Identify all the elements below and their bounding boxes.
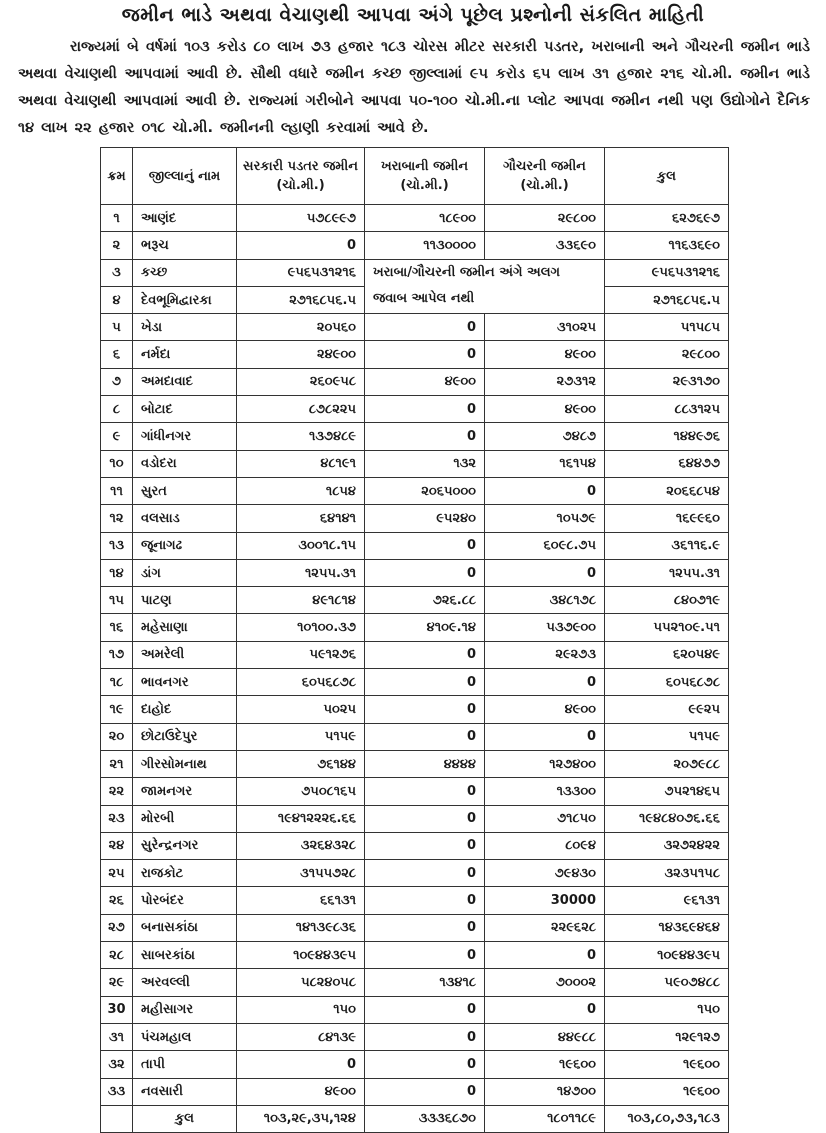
cell-district: કચ્છ [133, 259, 237, 286]
cell-kharaba-land: 0 [365, 641, 485, 668]
page-title: જમીન ભાડે અથવા વેચાણથી આપવા અંગે પૂછેલ પ્રશ્નોની સંકલિત માહિતી [121, 4, 705, 26]
table-row [101, 505, 729, 532]
table-row [101, 1078, 729, 1105]
cell-sr: ૧૩ [101, 532, 133, 559]
table-row [101, 314, 729, 341]
cell-govt-land: ૫૭૮૯૯૭ [237, 205, 365, 232]
cell-govt-land: ૧૦૯૪૪૩૯૫ [237, 942, 365, 969]
cell-gauchar-land: ૧૨૭૪૦૦ [485, 750, 605, 777]
cell-kharaba-land: 0 [365, 696, 485, 723]
cell-govt-land: ૩૧૫૫૭૨૮ [237, 860, 365, 887]
land-allocation-table [100, 147, 729, 1133]
cell-kharaba-land: ૯૫૨૪૦ [365, 505, 485, 532]
table-row [101, 614, 729, 641]
header-kharaba-land: ખરાબાની જમીન (ચો.મી.) [365, 148, 485, 205]
cell-kharaba-land: 0 [365, 860, 485, 887]
cell-govt-land: ૭૫૦૮૧૬૫ [237, 778, 365, 805]
cell-gauchar-land: ૧૦૫૭૯ [485, 505, 605, 532]
cell-total: ૨૯૮૦૦ [605, 341, 729, 368]
cell-kharaba-land: 0 [365, 832, 485, 859]
cell-govt-land: ૨૪૯૦૦ [237, 341, 365, 368]
cell-district: જૂનાગઢ [133, 532, 237, 559]
header-govt-land: સરકારી પડતર જમીન (ચો.મી.) [237, 148, 365, 205]
cell-gauchar-land: ૩૩૬૯૦ [485, 232, 605, 259]
cell-total: ૧૯૬૦૦ [605, 1051, 729, 1078]
cell-district: પંચમહાલ [133, 1023, 237, 1050]
cell-district: વડોદરા [133, 450, 237, 477]
cell-gauchar-land: ૧૬૧૫૪ [485, 450, 605, 477]
cell-sr: ૬ [101, 341, 133, 368]
cell-district: બનાસકાંઠા [133, 914, 237, 941]
cell-sr: 30 [101, 996, 133, 1023]
table-row [101, 887, 729, 914]
cell-gauchar-land: ૭૯૪૩૦ [485, 860, 605, 887]
cell-total: ૮૪૦૭૧૯ [605, 587, 729, 614]
cell-gauchar-land: ૪૯૦૦ [485, 396, 605, 423]
cell-kharaba-land: ૪૪૪૪ [365, 750, 485, 777]
cell-district: રાજકોટ [133, 860, 237, 887]
cell-kharaba-land: ૪૧૦૯.૧૪ [365, 614, 485, 641]
cell-district: બોટાદ [133, 396, 237, 423]
cell-govt-land: ૯૫૬૫૩૧૨૧૬ [237, 259, 365, 286]
cell-total: ૫૫૨૧૦૯.૫૧ [605, 614, 729, 641]
table-row [101, 232, 729, 259]
cell-gauchar-land: ૭૪૮૭ [485, 423, 605, 450]
cell-total: ૧૯૪૮૪૦૭૬.૬૬ [605, 805, 729, 832]
total-label: કુલ [133, 1105, 237, 1132]
table-row [101, 996, 729, 1023]
cell-govt-land: ૬૪૧૪૧ [237, 505, 365, 532]
cell-total: ૧૨૯૧૨૭ [605, 1023, 729, 1050]
cell-kharaba-land: 0 [365, 914, 485, 941]
cell-district: મહેસાણા [133, 614, 237, 641]
cell-total: ૫૧૫૯ [605, 723, 729, 750]
cell-district: વલસાડ [133, 505, 237, 532]
cell-gauchar-land: ૧૯૬૦૦ [485, 1051, 605, 1078]
cell-govt-land: ૧૫૦ [237, 996, 365, 1023]
table-row [101, 942, 729, 969]
cell-sr: ૪ [101, 286, 133, 313]
cell-govt-land: ૧૯૪૧૨૨૨૬.૬૬ [237, 805, 365, 832]
cell-sr: ૨ [101, 232, 133, 259]
cell-district: છોટાઉદેપુર [133, 723, 237, 750]
table-row [101, 750, 729, 777]
cell-gauchar-land: 30000 [485, 887, 605, 914]
cell-kharaba-land: ૧૩૪૧૮ [365, 969, 485, 996]
cell-sr: ૩ [101, 259, 133, 286]
cell-kharaba-land: ૨૦૬૫૦૦૦ [365, 477, 485, 504]
table-row [101, 1023, 729, 1050]
cell-govt-land: ૨૭૧૬૮૫૬.૫ [237, 286, 365, 313]
cell-govt-land: ૩૨૬૪૩૨૮ [237, 832, 365, 859]
cell-gauchar-land: ૭૧૮૫૦ [485, 805, 605, 832]
total-govt-land: ૧૦૩,૨૯,૩૫,૧૨૪ [237, 1105, 365, 1132]
cell-sr: ૨૩ [101, 805, 133, 832]
cell-govt-land: ૩૦૦૧૮.૧૫ [237, 532, 365, 559]
cell-govt-land: ૨૦૫૬૦ [237, 314, 365, 341]
cell-total: ૬૦૫૬૮૭૮ [605, 669, 729, 696]
cell-gauchar-land: ૮૦૯૪ [485, 832, 605, 859]
cell-sr: ૭ [101, 368, 133, 395]
cell-district: ગીરસોમનાથ [133, 750, 237, 777]
cell-govt-land: 0 [237, 232, 365, 259]
cell-govt-land: ૪૯૧૮૧૪ [237, 587, 365, 614]
cell-sr: ૨૧ [101, 750, 133, 777]
cell-kharaba-land: ૧૧૩૦૦૦૦ [365, 232, 485, 259]
table-row [101, 641, 729, 668]
table-body [101, 205, 729, 1133]
cell-kharaba-land: ૧૩૨ [365, 450, 485, 477]
cell-sr: ૧૮ [101, 669, 133, 696]
cell-total: ૧૬૯૯૬૦ [605, 505, 729, 532]
cell-gauchar-land: ૨૯૮૦૦ [485, 205, 605, 232]
cell-sr: ૨૫ [101, 860, 133, 887]
cell-total: ૨૯૩૧૭૦ [605, 368, 729, 395]
cell-gauchar-land: 0 [485, 477, 605, 504]
cell-sr: ૧૯ [101, 696, 133, 723]
cell-gauchar-land: ૧૪૭૦૦ [485, 1078, 605, 1105]
cell-govt-land: ૧૨૫૫.૩૧ [237, 559, 365, 586]
cell-sr: ૨૦ [101, 723, 133, 750]
cell-sr: ૮ [101, 396, 133, 423]
cell-kharaba-land: 0 [365, 805, 485, 832]
cell-sr: ૧૦ [101, 450, 133, 477]
cell-kharaba-land: 0 [365, 1078, 485, 1105]
cell-district: આણંદ [133, 205, 237, 232]
cell-kharaba-gauchar-note: ખરાબા/ગૌચરની જમીન અંગે અલગ જવાબ આપેલ નથી [365, 259, 605, 314]
cell-govt-land: ૫૮૨૪૦૫૮ [237, 969, 365, 996]
cell-govt-land: ૪૮૧૯૧ [237, 450, 365, 477]
cell-govt-land: ૫૯૧૨૭૬ [237, 641, 365, 668]
table-row [101, 532, 729, 559]
table-row [101, 423, 729, 450]
cell-total: ૯૯૨૫ [605, 696, 729, 723]
cell-total: ૨૦૭૯૮૮ [605, 750, 729, 777]
cell-district: ભાવનગર [133, 669, 237, 696]
cell-gauchar-land: ૨૯૨૭૩ [485, 641, 605, 668]
header-gauchar-land: ગૌચરની જમીન (ચો.મી.) [485, 148, 605, 205]
cell-sr: ૨૬ [101, 887, 133, 914]
cell-sr: ૧૬ [101, 614, 133, 641]
cell-district: ગાંધીનગર [133, 423, 237, 450]
table-row [101, 341, 729, 368]
cell-district: અરવલ્લી [133, 969, 237, 996]
table-row [101, 860, 729, 887]
cell-gauchar-land: 0 [485, 559, 605, 586]
cell-govt-land: ૧૮૫૪ [237, 477, 365, 504]
cell-gauchar-land: 0 [485, 996, 605, 1023]
cell-district: નવસારી [133, 1078, 237, 1105]
cell-district: નર્મદા [133, 341, 237, 368]
cell-total: ૩૨૩૫૧૫૮ [605, 860, 729, 887]
cell-sr: ૯ [101, 423, 133, 450]
cell-total: ૧૧૬૩૬૯૦ [605, 232, 729, 259]
cell-gauchar-land: ૪૯૦૦ [485, 696, 605, 723]
cell-govt-land: ૮૪૧૩૯ [237, 1023, 365, 1050]
cell-district: અમરેલી [133, 641, 237, 668]
cell-total: ૯૫૬૫૩૧૨૧૬ [605, 259, 729, 286]
cell-gauchar-land: ૩૧૦૨૫ [485, 314, 605, 341]
cell-govt-land: ૫૦૨૫ [237, 696, 365, 723]
cell-total: ૧૫૦ [605, 996, 729, 1023]
cell-govt-land: ૫૧૫૯ [237, 723, 365, 750]
cell-gauchar-land: ૪૯૦૦ [485, 341, 605, 368]
cell-total: ૫૯૦૭૪૮૮ [605, 969, 729, 996]
cell-total: ૧૪૪૯૭૬ [605, 423, 729, 450]
cell-kharaba-land: 0 [365, 532, 485, 559]
cell-district: દાહોદ [133, 696, 237, 723]
cell-district: તાપી [133, 1051, 237, 1078]
cell-sr: ૩૨ [101, 1051, 133, 1078]
cell-kharaba-land: 0 [365, 996, 485, 1023]
cell-district: સુરત [133, 477, 237, 504]
cell-govt-land: ૧૦૧૦૦.૩૭ [237, 614, 365, 641]
cell-gauchar-land: ૪૪૯૮૮ [485, 1023, 605, 1050]
cell-sr: ૨૭ [101, 914, 133, 941]
table-header-row [101, 148, 729, 205]
cell-sr: ૫ [101, 314, 133, 341]
cell-gauchar-land: ૫૩૭૯૦૦ [485, 614, 605, 641]
cell-district: સુરેન્દ્રનગર [133, 832, 237, 859]
cell-total: ૬૨૦૫૪૯ [605, 641, 729, 668]
cell-kharaba-land: 0 [365, 396, 485, 423]
cell-total: ૯૬૧૩૧ [605, 887, 729, 914]
cell-sr: ૧ [101, 205, 133, 232]
table-row [101, 696, 729, 723]
cell-govt-land: ૧૩૭૪૮૯ [237, 423, 365, 450]
cell-total: ૩૬૧૧૬.૯ [605, 532, 729, 559]
cell-kharaba-land: 0 [365, 1051, 485, 1078]
cell-total: ૮૮૩૧૨૫ [605, 396, 729, 423]
cell-kharaba-land: 0 [365, 559, 485, 586]
cell-total: ૭૫૨૧૪૬૫ [605, 778, 729, 805]
cell-total: ૬૪૪૭૭ [605, 450, 729, 477]
cell-total: ૧૨૫૫.૩૧ [605, 559, 729, 586]
table-row [101, 368, 729, 395]
cell-gauchar-land: 0 [485, 942, 605, 969]
cell-kharaba-land: 0 [365, 942, 485, 969]
cell-kharaba-land: 0 [365, 341, 485, 368]
total-gauchar-land: ૧૮૦૧૧૮૯ [485, 1105, 605, 1132]
cell-sr: ૧૭ [101, 641, 133, 668]
total-kharaba-land: ૩૩૩૬૮૭૦ [365, 1105, 485, 1132]
cell-govt-land: ૮૭૮૨૨૫ [237, 396, 365, 423]
cell-kharaba-land: 0 [365, 669, 485, 696]
cell-gauchar-land: 0 [485, 723, 605, 750]
cell-district: ખેડા [133, 314, 237, 341]
cell-sr: ૩૧ [101, 1023, 133, 1050]
cell-total: ૧૯૬૦૦ [605, 1078, 729, 1105]
cell-kharaba-land: 0 [365, 423, 485, 450]
cell-district: પાટણ [133, 587, 237, 614]
cell-sr: ૧૫ [101, 587, 133, 614]
cell-gauchar-land: ૩૪૮૧૭૮ [485, 587, 605, 614]
cell-sr: ૨૪ [101, 832, 133, 859]
cell-govt-land: ૨૬૦૯૫૮ [237, 368, 365, 395]
cell-total: ૧૪૩૬૯૪૬૪ [605, 914, 729, 941]
table-row [101, 450, 729, 477]
cell-sr-empty [101, 1105, 133, 1132]
cell-sr: ૨૮ [101, 942, 133, 969]
cell-govt-land: ૬૦૫૬૮૭૮ [237, 669, 365, 696]
cell-district: મોરબી [133, 805, 237, 832]
cell-gauchar-land: ૨૨૯૬૨૮ [485, 914, 605, 941]
total-grand: ૧૦૩,૮૦,૭૩,૧૮૩ [605, 1105, 729, 1132]
cell-gauchar-land: 0 [485, 669, 605, 696]
cell-govt-land: 0 [237, 1051, 365, 1078]
table-row [101, 669, 729, 696]
table-total-row [101, 1105, 729, 1132]
cell-govt-land: ૭૬૧૪૪ [237, 750, 365, 777]
cell-sr: ૨૯ [101, 969, 133, 996]
cell-kharaba-land: ૪૯૦૦ [365, 368, 485, 395]
table-row [101, 914, 729, 941]
cell-sr: ૩૩ [101, 1078, 133, 1105]
cell-district: જામનગર [133, 778, 237, 805]
table-row [101, 805, 729, 832]
header-district: જીલ્લાનું નામ [133, 148, 237, 205]
cell-total: ૨૦૬૬૮૫૪ [605, 477, 729, 504]
table-row [101, 396, 729, 423]
cell-kharaba-land: 0 [365, 314, 485, 341]
table-row [101, 587, 729, 614]
cell-total: ૬૨૭૬૯૭ [605, 205, 729, 232]
cell-gauchar-land: ૭૦૦૦૨ [485, 969, 605, 996]
cell-kharaba-land: 0 [365, 1023, 485, 1050]
table-row [101, 723, 729, 750]
cell-sr: ૧૧ [101, 477, 133, 504]
cell-sr: ૧૪ [101, 559, 133, 586]
cell-govt-land: ૬૬૧૩૧ [237, 887, 365, 914]
cell-district: અમદાવાદ [133, 368, 237, 395]
cell-govt-land: ૪૯૦૦ [237, 1078, 365, 1105]
cell-district: દેવભૂમિદ્વારકા [133, 286, 237, 313]
cell-kharaba-land: ૭૨૬.૮૮ [365, 587, 485, 614]
cell-total: ૫૧૫૮૫ [605, 314, 729, 341]
cell-kharaba-land: 0 [365, 887, 485, 914]
cell-total: ૩૨૭૨૪૨૨ [605, 832, 729, 859]
cell-gauchar-land: ૨૭૩૧૨ [485, 368, 605, 395]
table-row [101, 259, 729, 286]
cell-district: ડાંગ [133, 559, 237, 586]
cell-district: સાબરકાંઠા [133, 942, 237, 969]
cell-kharaba-land: 0 [365, 778, 485, 805]
cell-district: ભરૂચ [133, 232, 237, 259]
header-total: કુલ [605, 148, 729, 205]
cell-kharaba-land: ૧૮૯૦૦ [365, 205, 485, 232]
cell-kharaba-land: 0 [365, 723, 485, 750]
cell-gauchar-land: ૬૦૯૮.૭૫ [485, 532, 605, 559]
table-row [101, 477, 729, 504]
cell-district: પોરબંદર [133, 887, 237, 914]
cell-sr: ૨૨ [101, 778, 133, 805]
cell-total: ૧૦૯૪૪૩૯૫ [605, 942, 729, 969]
cell-total: ૨૭૧૬૮૫૬.૫ [605, 286, 729, 313]
header-sr: ક્રમ [101, 148, 133, 205]
table-row [101, 832, 729, 859]
summary-paragraph: રાજ્યમાં બે વર્ષમાં ૧૦૩ કરોડ ૮૦ લાખ ૭૩ હજાર ૧૮૩ ચોરસ મીટર સરકારી પડતર, ખરાબાની અને ગૌચરની જમીન ભાડે અથવા વેચાણથી આપવામાં આવી છે. સૌથી વધારે જમીન કચ્છ જીલ્લામાં ૯૫ કરોડ ૬૫ લાખ ૩૧ હજાર ૨૧૬ ચો.મી. જમીન ભાડે અથવા વેચાણથી આપવામાં આવી છે. રાજ્યમાં ગરીબોને આપવા ૫૦-૧૦૦ ચો.મી.ના પ્લોટ આપવા જમીન નથી પણ ઉદ્યોગોને દૈનિક ૧૪ લાખ ૨૨ હજાર ૦૧૮ ચો.મી. જમીનની લ્હાણી કરવામાં આવે છે. [18, 39, 810, 136]
cell-gauchar-land: ૧૩૩૦૦ [485, 778, 605, 805]
table-row [101, 778, 729, 805]
cell-district: મહીસાગર [133, 996, 237, 1023]
cell-sr: ૧૨ [101, 505, 133, 532]
table-row [101, 1051, 729, 1078]
cell-govt-land: ૧૪૧૩૯૮૩૬ [237, 914, 365, 941]
table-row [101, 969, 729, 996]
table-row [101, 205, 729, 232]
table-row [101, 559, 729, 586]
